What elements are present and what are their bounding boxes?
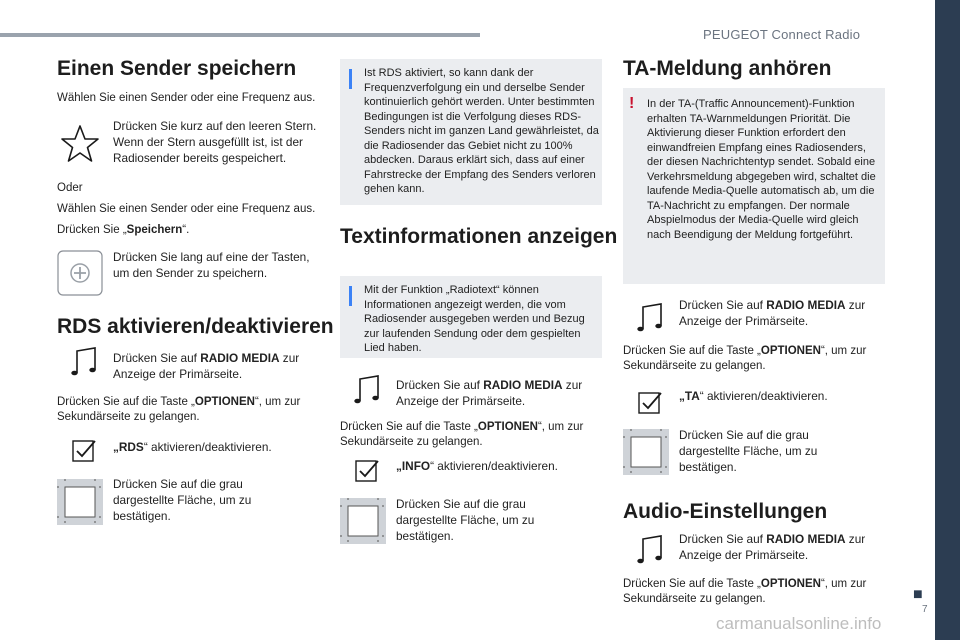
plus-icon — [57, 250, 103, 296]
grey-area-text: Drücken Sie auf die grau dargestellte Fläche, um zu bestätigen. — [679, 428, 818, 474]
star-text: Drücken Sie kurz auf den leeren Stern. Wenn der Stern ausgefüllt ist, ist der Radiosender bereits gespeichert. — [113, 119, 317, 165]
info-radiotext-text: Mit der Funktion „Radiotext“ können Informationen angezeigt werden, die vom Radiosender ausgegeben werden und Bezug zur laufenden Sendung oder dem gespielten Lied haben. — [364, 284, 585, 354]
paragraph-options: Drücken Sie auf die Taste „OPTIONEN“, um zur Sekundärseite zu gelangen. — [340, 421, 584, 448]
radio-media-text: Drücken Sie auf RADIO MEDIA zur Anzeige der Primärseite. — [679, 298, 866, 328]
info-icon — [349, 286, 352, 306]
rds-toggle-text: „RDS“ aktivieren/deaktivieren. — [113, 440, 272, 454]
page-number: 7 — [922, 604, 928, 615]
info-icon — [349, 69, 352, 89]
info-box-rds — [340, 59, 602, 205]
warning-ta-text: In der TA-(Traffic Announcement)-Funktion erhalten TA-Warnmeldungen Priorität. Die Aktivierung dieser Funktion erfordert den einwandfreien Empfang eines Radiosenders, der diesen Nachrichtentyp sendet. Sobald eine Verkehrsmeldung abgegeben wird, schaltet die laufende Media-Quelle automatisch ab, um die TA-Nachricht zu empfangen. Der normale Abspielmodus der Media-Quelle wird gleich nach Beendigung der Meldung fortgeführt. — [647, 98, 876, 241]
plus-text: Drücken Sie lang auf eine der Tasten, um den Sender zu speichern. — [113, 250, 310, 280]
grey-area-icon — [623, 429, 669, 475]
heading-ta: TA-Meldung anhören — [623, 57, 832, 80]
warning-icon: ! — [629, 95, 635, 112]
grey-area-text: Drücken Sie auf die grau dargestellte Fläche, um zu bestätigen. — [113, 477, 252, 523]
music-note-icon — [69, 345, 99, 377]
page-marker: ■ — [913, 586, 925, 603]
paragraph-select-2: Wählen Sie einen Sender oder eine Frequenz aus. — [57, 203, 316, 215]
paragraph-options: Drücken Sie auf die Taste „OPTIONEN“, um zur Sekundärseite zu gelangen. — [57, 396, 301, 423]
checkbox-icon — [354, 457, 382, 485]
info-toggle-text: „INFO“ aktivieren/deaktivieren. — [396, 459, 558, 473]
heading-audio: Audio-Einstellungen — [623, 500, 828, 523]
side-band — [935, 0, 960, 640]
watermark: carmanualsonline.info — [716, 614, 882, 633]
radio-media-text: Drücken Sie auf RADIO MEDIA zur Anzeige der Primärseite. — [396, 378, 583, 408]
paragraph-select: Wählen Sie einen Sender oder eine Frequenz aus. — [57, 92, 316, 104]
grey-area-icon — [57, 479, 103, 525]
star-icon — [60, 124, 100, 164]
paragraph-options: Drücken Sie auf die Taste „OPTIONEN“, um zur Sekundärseite zu gelangen. — [623, 345, 867, 372]
grey-area-text: Drücken Sie auf die grau dargestellte Fläche, um zu bestätigen. — [396, 497, 535, 543]
ta-toggle-text: „TA“ aktivieren/deaktivieren. — [679, 389, 828, 403]
brand-label: PEUGEOT Connect Radio — [703, 27, 861, 42]
info-rds-text: Ist RDS aktiviert, so kann dank der Frequenzverfolgung ein und derselbe Sender kontinuierlich gehört werden. Unter bestimmten Bedingungen ist die Verfolgung dieses RDS-Senders nicht im ganzen Land gewährleistet, da die Radiosender das Gebiet nicht zu 100% abdecken. Daraus erklärt sich, dass auf einer Fahrstrecke der Empfang des Senders verloren gehen kann. — [364, 67, 599, 195]
radio-media-text-2: Drücken Sie auf RADIO MEDIA zur Anzeige der Primärseite. — [679, 532, 866, 562]
warning-box-ta — [623, 88, 885, 284]
info-box-radiotext — [340, 276, 602, 358]
grey-area-icon — [340, 498, 386, 544]
heading-save: Einen Sender speichern — [57, 57, 297, 80]
paragraph-options-2: Drücken Sie auf die Taste „OPTIONEN“, um zur Sekundärseite zu gelangen. — [623, 578, 867, 605]
music-note-icon — [635, 533, 665, 565]
music-note-icon — [635, 301, 665, 333]
heading-textinfo: Textinformationen anzeigen — [340, 225, 618, 248]
checkbox-icon — [637, 389, 665, 417]
paragraph-or: Oder — [57, 182, 83, 194]
music-note-icon — [352, 373, 382, 405]
radio-media-text: Drücken Sie auf RADIO MEDIA zur Anzeige der Primärseite. — [113, 351, 300, 381]
header-rule — [0, 33, 480, 37]
checkbox-icon — [71, 437, 99, 465]
paragraph-press-save: Drücken Sie „Speichern“. — [57, 224, 190, 236]
heading-rds: RDS aktivieren/deaktivieren — [57, 315, 334, 338]
